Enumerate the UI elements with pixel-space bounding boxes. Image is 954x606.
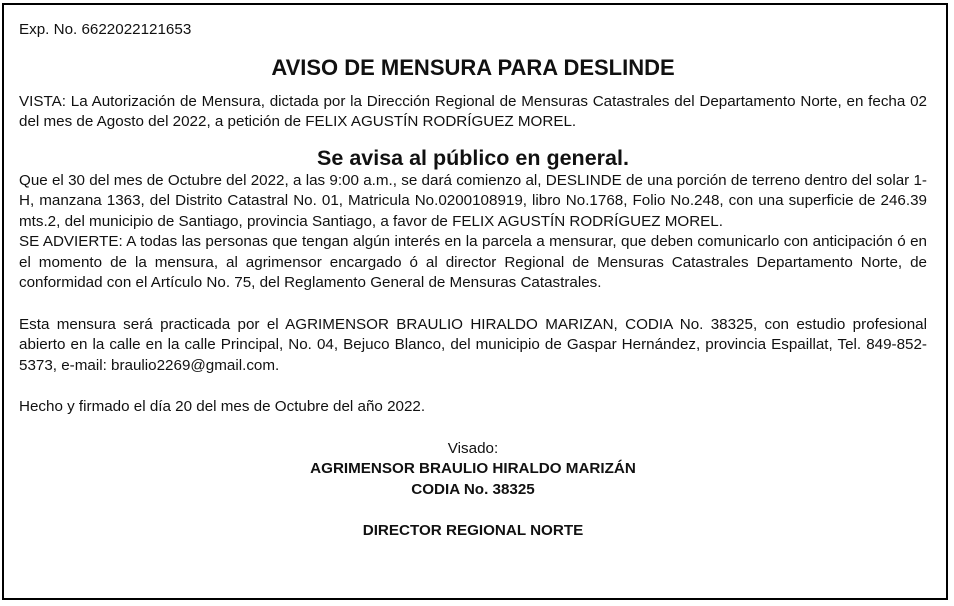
notice-body — [19, 18, 927, 542]
surveyor-paragraph: Esta mensura será practicada por el AGRIMENSOR BRAULIO HIRALDO MARIZAN, CODIA No. 38325, con estudio profesional abierto en la calle en la calle Principal, No. 04, Bejuco Blanco, del municipio de Gaspar Hernández, provincia Espaillat, Tel. 849-852-5373, e-mail: braulio2269@gmail.com. — [19, 315, 927, 374]
surveyor-name: AGRIMENSOR BRAULIO HIRALDO MARIZÁN — [310, 460, 636, 477]
vista-paragraph: VISTA: La Autorización de Mensura, dictada por la Dirección Regional de Mensuras Catastrales del Departamento Norte, en fecha 02 del mes de Agosto del 2022, a petición de FELIX AGUSTÍN RODRÍGUEZ MOREL. — [19, 92, 927, 130]
public-notice-heading: Se avisa al público en general. — [317, 145, 629, 170]
codia-number: CODIA No. 38325 — [411, 480, 535, 498]
director-title: DIRECTOR REGIONAL NORTE — [362, 522, 584, 539]
notice-title: AVISO DE MENSURA PARA DESLINDE — [271, 54, 675, 80]
signed-date-paragraph: Hecho y firmado el día 20 del mes de Octubre del año 2022. — [19, 398, 426, 415]
expediente-number: Exp. No. 6622022121653 — [19, 21, 192, 38]
advierte-paragraph: SE ADVIERTE: A todas las personas que tengan algún interés en la parcela a mensurar, que deben comunicarlo con anticipación ó en el momento de la mensura, al agrimensor encargado ó al director Regional de Mensuras Catastrales Departamento Norte, de conformidad con el Artículo No. 75, del Reglamento General de Mensuras Catastrales. — [19, 233, 927, 291]
deslinde-paragraph: Que el 30 del mes de Octubre del 2022, a las 9:00 a.m., se dará comienzo al, DESLINDE de una porción de terreno dentro del solar 1-H, manzana 1363, del Distrito Catastral No. 01, Matricula No.0200108919, libro No.1768, Folio No.248, con una superficie de 246.39 mts.2, del municipio de Santiago, provincia Santiago, a favor de FELIX AGUSTÍN RODRÍGUEZ MOREL. — [19, 171, 927, 230]
visado-label: Visado: — [447, 439, 499, 457]
